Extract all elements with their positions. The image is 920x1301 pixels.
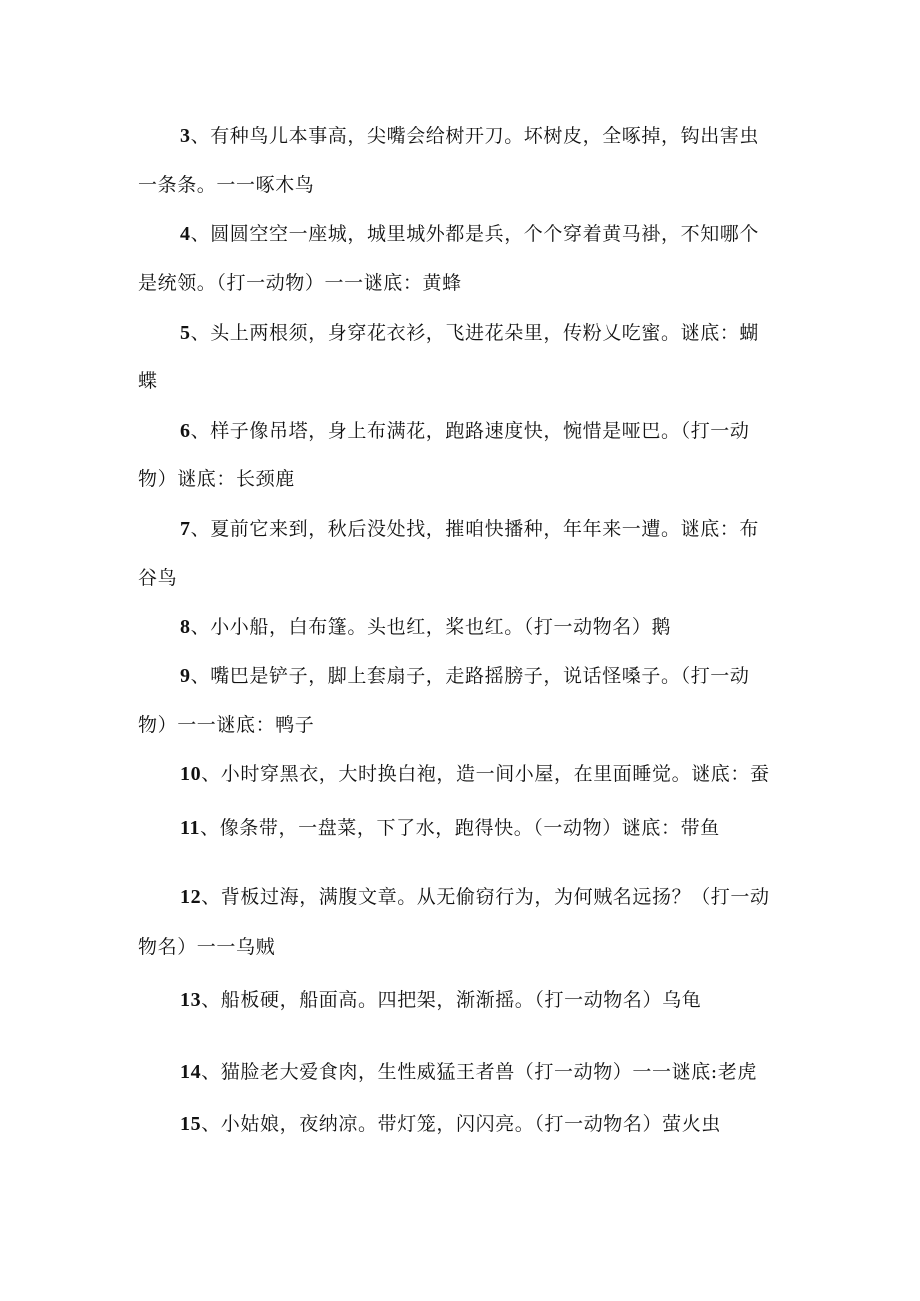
riddle-6-line-1: 6、样子像吊塔，身上布满花，跑路速度快，惋惜是哑巴。（打一动: [180, 420, 750, 442]
riddle-12-line-2: 物名）一一乌贼: [138, 936, 276, 958]
riddle-5-line-1: 5、头上两根须，身穿花衣衫，飞进花朵里，传粉乂吃蜜。谜底：蝴: [180, 322, 760, 344]
riddle-9-line-1: 9、嘴巴是铲子，脚上套扇子，走路摇膀子，说话怪嗓子。（打一动: [180, 665, 750, 687]
riddle-3-line-2: 一条条。一一啄木鸟: [138, 174, 315, 196]
riddle-10-line-1: 10、小时穿黑衣，大时换白袍，造一间小屋，在里面睡觉。谜底：蚕: [180, 763, 770, 785]
riddle-4-line-2: 是统领。（打一动物）一一谜底：黄蜂: [138, 272, 462, 294]
riddle-11-line-1: 11、像条带，一盘菜，下了水，跑得快。（一动物）谜底：带鱼: [180, 817, 720, 839]
riddle-15-line-1: 15、小姑娘，夜纳凉。带灯笼，闪闪亮。（打一动物名）萤火虫: [180, 1113, 721, 1135]
riddle-13-line-1: 13、船板硬，船面高。四把架，渐渐摇。（打一动物名）乌龟: [180, 989, 702, 1011]
riddle-4-line-1: 4、圆圆空空一座城，城里城外都是兵，个个穿着黄马褂，不知哪个: [180, 223, 760, 245]
riddle-7-line-1: 7、夏前它来到，秋后没处找，摧咱快播种，年年来一遭。谜底：布: [180, 518, 760, 540]
riddle-14-line-1: 14、猫脸老大爱食肉，生性威猛王者兽（打一动物）一一谜底:老虎: [180, 1061, 758, 1083]
riddle-8-line-1: 8、小小船，白布篷。头也红，桨也红。（打一动物名）鹅: [180, 616, 672, 638]
riddle-5-line-2: 蝶: [138, 370, 158, 392]
riddle-6-line-2: 物）谜底：长颈鹿: [138, 468, 295, 490]
riddle-7-line-2: 谷鸟: [138, 567, 178, 589]
riddle-3-line-1: 3、有种鸟儿本事高，尖嘴会给树开刀。坏树皮，全啄掉，钩出害虫: [180, 125, 760, 147]
riddle-9-line-2: 物）一一谜底：鸭子: [138, 714, 315, 736]
riddle-12-line-1: 12、背板过海，满腹文章。从无偷窃行为，为何贼名远扬？（打一动: [180, 886, 770, 908]
